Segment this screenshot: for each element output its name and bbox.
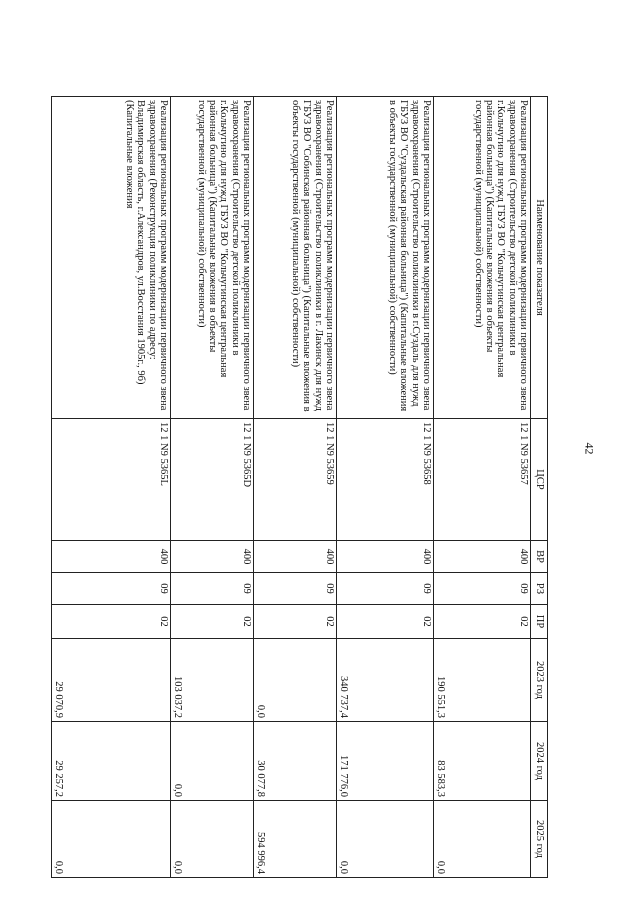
row-2024: 171 776,0 (337, 722, 434, 801)
row-pr: 02 (171, 605, 254, 639)
row-csr: 12 1 N9 53657 (434, 419, 531, 541)
row-2023: 29 070,9 (52, 639, 171, 722)
table-header-row (531, 97, 548, 878)
row-2023: 340 737,4 (337, 639, 434, 722)
table-row (52, 97, 171, 878)
row-2023: 190 551,3 (434, 639, 531, 722)
row-rz: 09 (337, 573, 434, 605)
row-rz: 09 (434, 573, 531, 605)
header-2025: 2025 год (531, 801, 548, 878)
page-number: 42 (582, 442, 597, 455)
header-csr: ЦСР (531, 419, 548, 541)
header-vr: ВР (531, 541, 548, 573)
row-rz: 09 (52, 573, 171, 605)
row-2025: 0,0 (434, 801, 531, 878)
row-2024: 29 257,2 (52, 722, 171, 801)
row-csr: 12 1 N9 5365L (52, 419, 171, 541)
table-row (434, 97, 531, 878)
budget-table (51, 96, 548, 878)
table-row (254, 97, 337, 878)
header-pr: ПР (531, 605, 548, 639)
row-2023: 103 037,2 (171, 639, 254, 722)
row-name: Реализация региональных программ модернизации первичного звена здравоохранения (Строительство детской поликлиники в г.Кольчугино для нужд ГБУЗ ВО "Кольчугинская центральная районная больница") (Капитальные вложения в объекты государственной (муниципальной) собственности) (434, 97, 531, 419)
row-2025: 0,0 (171, 801, 254, 878)
table-row (337, 97, 434, 878)
row-rz: 09 (254, 573, 337, 605)
row-vr: 400 (337, 541, 434, 573)
row-pr: 02 (337, 605, 434, 639)
row-rz: 09 (171, 573, 254, 605)
row-vr: 400 (52, 541, 171, 573)
row-2024: 0,0 (171, 722, 254, 801)
row-vr: 400 (171, 541, 254, 573)
header-2023: 2023 год (531, 639, 548, 722)
row-2023: 0,0 (254, 639, 337, 722)
row-name: Реализация региональных программ модернизации первичного звена здравоохранения (Строительство детской поликлиники в г.Кольчугино для нужд ГБУЗ ВО "Кольчугинская центральная районная больница") (Капитальные вложения в объекты государственной (муниципальной) собственности) (171, 97, 254, 419)
header-rz: РЗ (531, 573, 548, 605)
header-2024: 2024 год (531, 722, 548, 801)
row-2025: 594 996,4 (254, 801, 337, 878)
row-csr: 12 1 N9 53659 (254, 419, 337, 541)
row-pr: 02 (434, 605, 531, 639)
rotated-table-container (36, 96, 548, 877)
row-csr: 12 1 N9 53658 (337, 419, 434, 541)
row-2025: 0,0 (337, 801, 434, 878)
row-2024: 30 077,8 (254, 722, 337, 801)
row-csr: 12 1 N9 5365D (171, 419, 254, 541)
header-name: Наименование показателя (531, 97, 548, 419)
row-name: Реализация региональных программ модернизации первичного звена здравоохранения (Строительство поликлиники в г. Лакинск для нужд ГБУЗ ВО "Собинская районная больница") (Капитальные вложения в объекты государственной (муниципальной) собственности) (254, 97, 337, 419)
row-name: Реализация региональных программ модернизации первичного звена здравоохранения (Реконструкция поликлиники по адресу: Владимирская область, г.Александров, ул.Восстания 1905г., 9б) (Капитальные вложения (52, 97, 171, 419)
row-vr: 400 (434, 541, 531, 573)
row-vr: 400 (254, 541, 337, 573)
row-name: Реализация региональных программ модернизации первичного звена здравоохранения (Строительство поликлиники в г.Суздаль для нужд ГБУЗ ВО "Суздальская районная больница") (Капитальные вложения в объекты государственной (муниципальной) собственности) (337, 97, 434, 419)
row-pr: 02 (52, 605, 171, 639)
row-pr: 02 (254, 605, 337, 639)
rotated-table-wrapper (36, 96, 548, 877)
table-row (171, 97, 254, 878)
row-2025: 0,0 (52, 801, 171, 878)
row-2024: 83 583,3 (434, 722, 531, 801)
